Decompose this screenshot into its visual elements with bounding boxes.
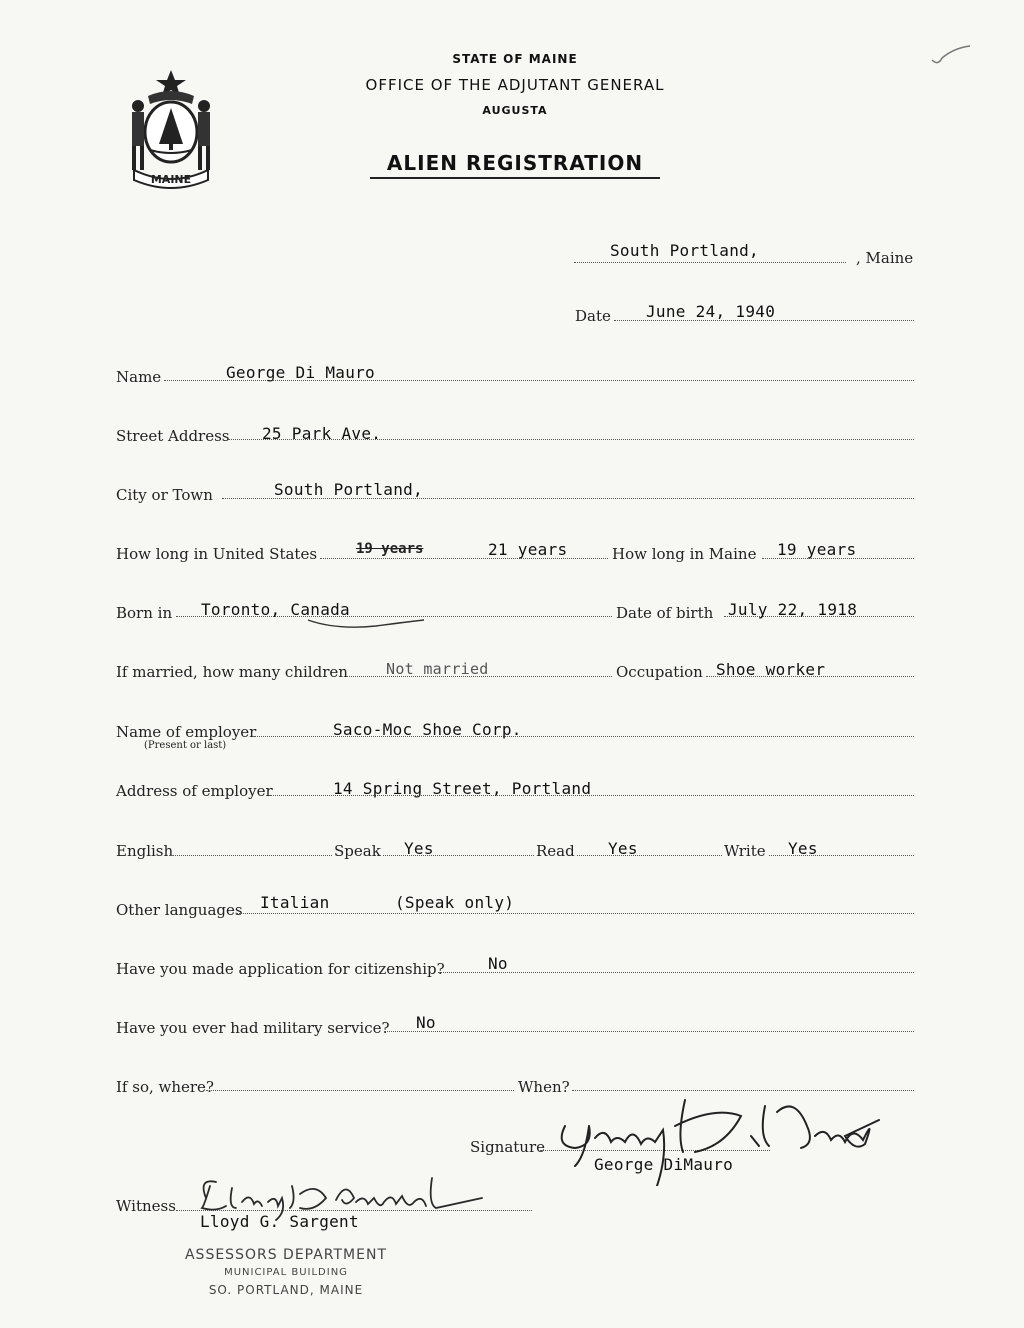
us-time-value: 21 years bbox=[488, 540, 568, 559]
other-languages-line bbox=[236, 913, 914, 914]
us-time-struck: 19 years bbox=[356, 541, 424, 557]
stamp-line-3: SO. PORTLAND, MAINE bbox=[208, 1283, 364, 1297]
children-label: If married, how many children bbox=[116, 663, 348, 681]
where-line bbox=[206, 1090, 514, 1091]
pen-underline-icon bbox=[306, 616, 426, 632]
header-state: STATE OF MAINE bbox=[452, 52, 578, 66]
other-languages-value: Italian bbox=[260, 893, 330, 912]
stamp-line-2: MUNICIPAL BUILDING bbox=[224, 1267, 348, 1278]
street-label: Street Address bbox=[116, 427, 230, 445]
employer-value: Saco-Moc Shoe Corp. bbox=[333, 720, 522, 739]
when-label: When? bbox=[518, 1078, 570, 1096]
where-label: If so, where? bbox=[116, 1078, 214, 1096]
location-line bbox=[574, 262, 846, 263]
employer-address-label: Address of employer bbox=[116, 782, 273, 800]
other-languages-note: (Speak only) bbox=[395, 893, 515, 912]
citizenship-label: Have you made application for citizenship? bbox=[116, 960, 445, 978]
occupation-label: Occupation bbox=[616, 663, 703, 681]
check-mark-icon bbox=[930, 42, 974, 68]
born-value: Toronto, Canada bbox=[201, 600, 350, 619]
children-value: Not married bbox=[386, 660, 489, 678]
military-value: No bbox=[416, 1013, 436, 1032]
header-office: OFFICE OF THE ADJUTANT GENERAL bbox=[365, 76, 665, 94]
english-label: English bbox=[116, 842, 174, 860]
citizenship-line bbox=[438, 972, 914, 973]
citizenship-value: No bbox=[488, 954, 508, 973]
dob-value: July 22, 1918 bbox=[728, 600, 858, 619]
seal-motto: MAINE bbox=[150, 173, 192, 186]
maine-time-value: 19 years bbox=[777, 540, 857, 559]
read-label: Read bbox=[536, 842, 575, 860]
date-label: Date bbox=[575, 307, 611, 325]
maine-state-seal-icon bbox=[116, 66, 226, 192]
us-time-label: How long in United States bbox=[116, 545, 318, 563]
signature-typed: George DiMauro bbox=[594, 1155, 734, 1174]
military-line bbox=[384, 1031, 914, 1032]
other-languages-label: Other languages bbox=[116, 901, 243, 919]
employer-address-value: 14 Spring Street, Portland bbox=[333, 779, 592, 798]
location-value: South Portland, bbox=[610, 241, 759, 260]
header-city: AUGUSTA bbox=[482, 104, 548, 117]
location-suffix: , Maine bbox=[856, 249, 914, 267]
write-value: Yes bbox=[788, 839, 818, 858]
form-title: ALIEN REGISTRATION bbox=[370, 151, 660, 179]
read-value: Yes bbox=[608, 839, 638, 858]
dob-label: Date of birth bbox=[616, 604, 714, 622]
date-value: June 24, 1940 bbox=[646, 302, 776, 321]
city-label: City or Town bbox=[116, 486, 213, 504]
employer-label: Name of employer bbox=[116, 723, 257, 741]
occupation-value: Shoe worker bbox=[716, 660, 826, 679]
stamp-line-1: ASSESSORS DEPARTMENT bbox=[184, 1247, 387, 1263]
signature-label: Signature bbox=[470, 1138, 546, 1156]
witness-typed: Lloyd G. Sargent bbox=[200, 1212, 359, 1231]
city-value: South Portland, bbox=[274, 480, 423, 499]
witness-label: Witness bbox=[116, 1197, 176, 1215]
military-label: Have you ever had military service? bbox=[116, 1019, 390, 1037]
name-value: George Di Mauro bbox=[226, 363, 375, 382]
born-label: Born in bbox=[116, 604, 173, 622]
name-label: Name bbox=[116, 368, 162, 386]
speak-label: Speak bbox=[334, 842, 381, 860]
write-label: Write bbox=[724, 842, 766, 860]
employer-sublabel: (Present or last) bbox=[144, 740, 227, 751]
speak-value: Yes bbox=[404, 839, 434, 858]
maine-time-label: How long in Maine bbox=[612, 545, 757, 563]
street-value: 25 Park Ave. bbox=[262, 424, 382, 443]
